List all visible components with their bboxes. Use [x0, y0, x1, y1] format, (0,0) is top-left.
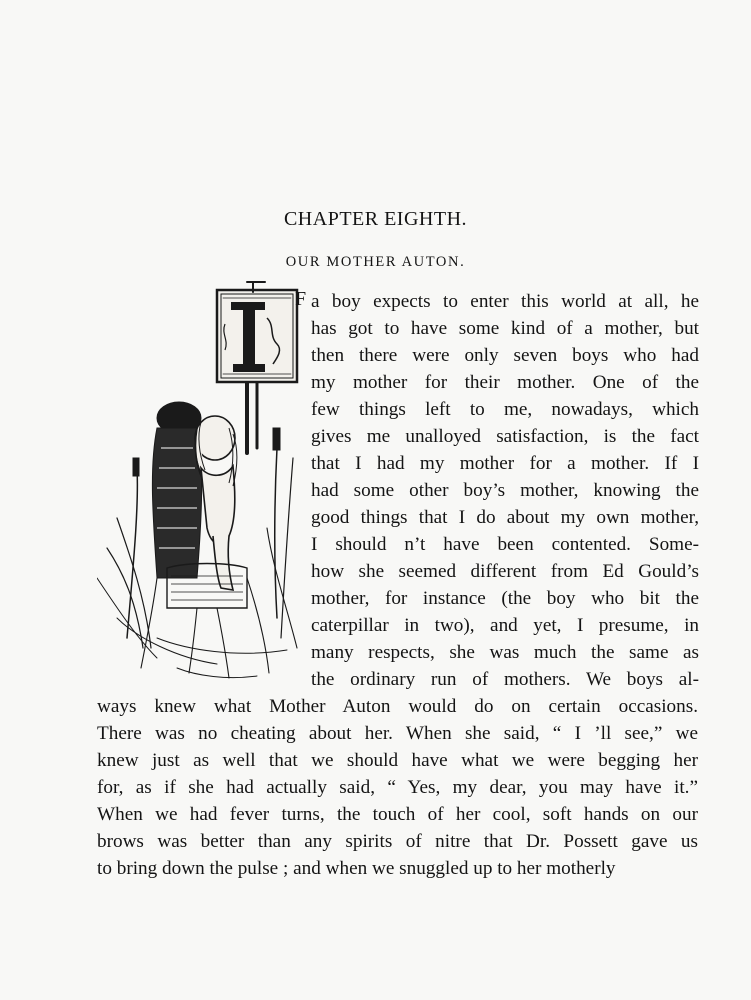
chapter-illustration [97, 278, 307, 688]
text-line: how she seemed different from Ed Gould’s [311, 561, 699, 582]
text-line: brows was better than any spirits of nitre that Dr. Possett gave us [97, 831, 698, 852]
text-line: gives me unalloyed satisfaction, is the fact [311, 426, 699, 447]
drop-cap-letter: F [295, 288, 307, 310]
text-line: good things that I do about my own mother, [311, 507, 699, 528]
text-line: many respects, she was much the same as [311, 642, 699, 663]
text-line: had some other boy’s mother, knowing the [311, 480, 699, 501]
text-line: that I had my mother for a mother. If I [311, 453, 699, 474]
text-line: has got to have some kind of a mother, but [311, 318, 699, 339]
text-line: to bring down the pulse ; and when we snuggled up to her motherly [97, 858, 616, 879]
text-line: knew just as well that we should have what we were begging her [97, 750, 698, 771]
text-line: few things left to me, nowadays, which [311, 399, 699, 420]
text-line: When we had fever turns, the touch of her cool, soft hands on our [97, 804, 698, 825]
text-line: then there were only seven boys who had [311, 345, 699, 366]
chapter-subheading: OUR MOTHER AUTON. [285, 254, 466, 270]
text-line: for, as if she had actually said, “ Yes, my dear, you may have it.” [97, 777, 698, 798]
text-line: I should n’t have been contented. Some- [311, 534, 699, 555]
text-line: caterpillar in two), and yet, I presume, in [311, 615, 699, 636]
text-line: a boy expects to enter this world at all, he [311, 291, 699, 312]
chapter-heading: CHAPTER EIGHTH. [283, 208, 468, 230]
text-line: There was no cheating about her. When she said, “ I ’ll see,” we [97, 723, 698, 744]
text-line: the ordinary run of mothers. We boys al- [311, 669, 699, 690]
text-line: my mother for their mother. One of the [311, 372, 699, 393]
text-line: mother, for instance (the boy who bit the [311, 588, 699, 609]
text-line: ways knew what Mother Auton would do on certain occasions. [97, 696, 698, 717]
